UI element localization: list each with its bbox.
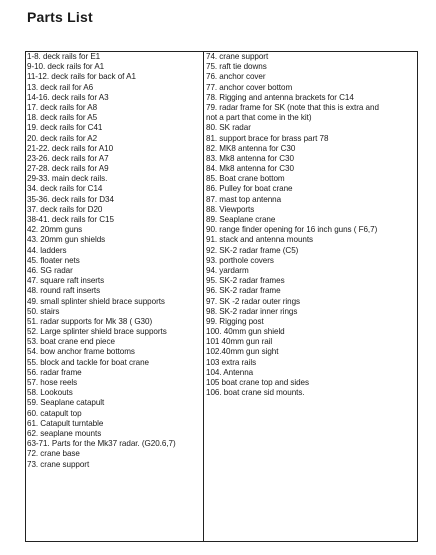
- part-entry: 61. Catapult turntable: [27, 418, 104, 428]
- part-entry: 48. round raft inserts: [27, 286, 101, 296]
- part-entry: 17. deck rails for A8: [27, 102, 98, 112]
- part-entry: 35-36. deck rails for D34: [27, 194, 114, 204]
- part-entry: 84. Mk8 antenna for C30: [206, 164, 294, 174]
- part-entry: 104. Antenna: [206, 367, 254, 377]
- part-entry: 45. floater nets: [27, 255, 80, 265]
- parts-table: [25, 51, 418, 542]
- part-entry: 1-8. deck rails for E1: [27, 52, 101, 61]
- part-entry: 49. small splinter shield brace supports: [27, 296, 165, 306]
- part-entry: 20. deck rails for A2: [27, 133, 98, 143]
- part-entry: 11-12. deck rails for back of A1: [27, 72, 136, 82]
- part-entry: 58. Lookouts: [27, 388, 73, 398]
- part-entry: 86. Pulley for boat crane: [206, 184, 293, 194]
- part-entry: 23-26. deck rails for A7: [27, 153, 109, 163]
- right-parts-list: [204, 52, 417, 398]
- part-entry: 100. 40mm gun shield: [206, 327, 285, 337]
- part-entry: 98. SK-2 radar inner rings: [206, 306, 298, 316]
- part-entry: 105 boat crane top and sides: [206, 378, 309, 387]
- part-entry: 73. crane support: [27, 459, 90, 469]
- part-entry: 72. crane base: [27, 449, 80, 459]
- part-entry: 9-10. deck rails for A1: [27, 62, 105, 72]
- part-entry: 60. catapult top: [27, 408, 82, 418]
- part-entry: 81. support brace for brass part 78: [206, 133, 329, 143]
- part-entry: 75. raft tie downs: [206, 62, 267, 72]
- part-entry: 37. deck rails for D20: [27, 204, 103, 214]
- part-entry: 42. 20mm guns: [27, 225, 83, 235]
- part-entry: 94. yardarm: [206, 265, 249, 275]
- part-entry: 96. SK-2 radar frame: [206, 286, 281, 296]
- part-entry: 57. hose reels: [27, 378, 78, 387]
- part-entry: 83. Mk8 antenna for C30: [206, 153, 294, 163]
- part-entry: 89. Seaplane crane: [206, 215, 276, 224]
- part-entry: 106. boat crane sid mounts.: [206, 388, 305, 398]
- part-entry: 99. Rigging post: [206, 316, 264, 326]
- part-entry: 59. Seaplane catapult: [27, 398, 105, 408]
- part-entry: 76. anchor cover: [206, 72, 266, 82]
- part-entry: 56. radar frame: [27, 367, 82, 377]
- part-entry: 97. SK -2 radar outer rings: [206, 296, 301, 306]
- left-column: [26, 52, 204, 541]
- part-entry: 80. SK radar: [206, 123, 251, 133]
- part-entry: 38-41. deck rails for C15: [27, 215, 114, 224]
- part-entry: 27-28. deck rails for A9: [27, 164, 109, 174]
- left-parts-list: [26, 52, 203, 470]
- part-entry: 103 extra rails: [206, 357, 257, 367]
- part-entry: 44. ladders: [27, 245, 67, 255]
- part-entry: 51. radar supports for Mk 38 ( G30): [27, 316, 153, 326]
- part-entry: 88. Viewports: [206, 204, 255, 214]
- part-entry: 74. crane support: [206, 52, 269, 61]
- part-entry: 92. SK-2 radar frame (C5): [206, 245, 299, 255]
- part-entry: 62. seaplane mounts: [27, 428, 102, 438]
- part-entry: 102.40mm gun sight: [206, 347, 279, 357]
- part-entry: 63-71. Parts for the Mk37 radar. (G20.6,7): [27, 439, 176, 449]
- part-entry: 85. Boat crane bottom: [206, 174, 285, 184]
- part-entry: not a part that come in the kit): [206, 113, 312, 123]
- part-entry: 95. SK-2 radar frames: [206, 276, 285, 286]
- part-entry: 52. Large splinter shield brace supports: [27, 327, 167, 337]
- part-entry: 82. MK8 antenna for C30: [206, 143, 296, 153]
- part-entry: 19. deck rails for C41: [27, 123, 103, 133]
- part-entry: 93. porthole covers: [206, 255, 274, 265]
- part-entry: 21-22. deck rails for A10: [27, 143, 114, 153]
- part-entry: 91. stack and antenna mounts: [206, 235, 314, 245]
- part-entry: 13. deck rail for A6: [27, 82, 94, 92]
- part-entry: 54. bow anchor frame bottoms: [27, 347, 135, 357]
- part-entry: 29-33. main deck rails.: [27, 174, 108, 184]
- part-entry: 77. anchor cover bottom: [206, 82, 293, 92]
- part-entry: 101 40mm gun rail: [206, 337, 273, 347]
- part-entry: 34. deck rails for C14: [27, 184, 103, 194]
- right-column: [204, 52, 417, 541]
- page-title: Parts List: [27, 9, 93, 25]
- part-entry: 90. range finder opening for 16 inch guns ( F6,7): [206, 225, 378, 235]
- part-entry: 46. SG radar: [27, 265, 73, 275]
- part-entry: 55. block and tackle for boat crane: [27, 357, 149, 367]
- part-entry: 47. square raft inserts: [27, 276, 105, 286]
- part-entry: 78. Rigging and antenna brackets for C14: [206, 92, 354, 102]
- part-entry: 87. mast top antenna: [206, 194, 282, 204]
- part-entry: 53. boat crane end piece: [27, 337, 115, 347]
- part-entry: 14-16. deck rails for A3: [27, 92, 109, 102]
- part-entry: 50. stairs: [27, 306, 60, 316]
- part-entry: 18. deck rails for A5: [27, 113, 98, 123]
- part-entry: 43. 20mm gun shields: [27, 235, 106, 245]
- part-entry: 79. radar frame for SK (note that this is extra and: [206, 102, 379, 112]
